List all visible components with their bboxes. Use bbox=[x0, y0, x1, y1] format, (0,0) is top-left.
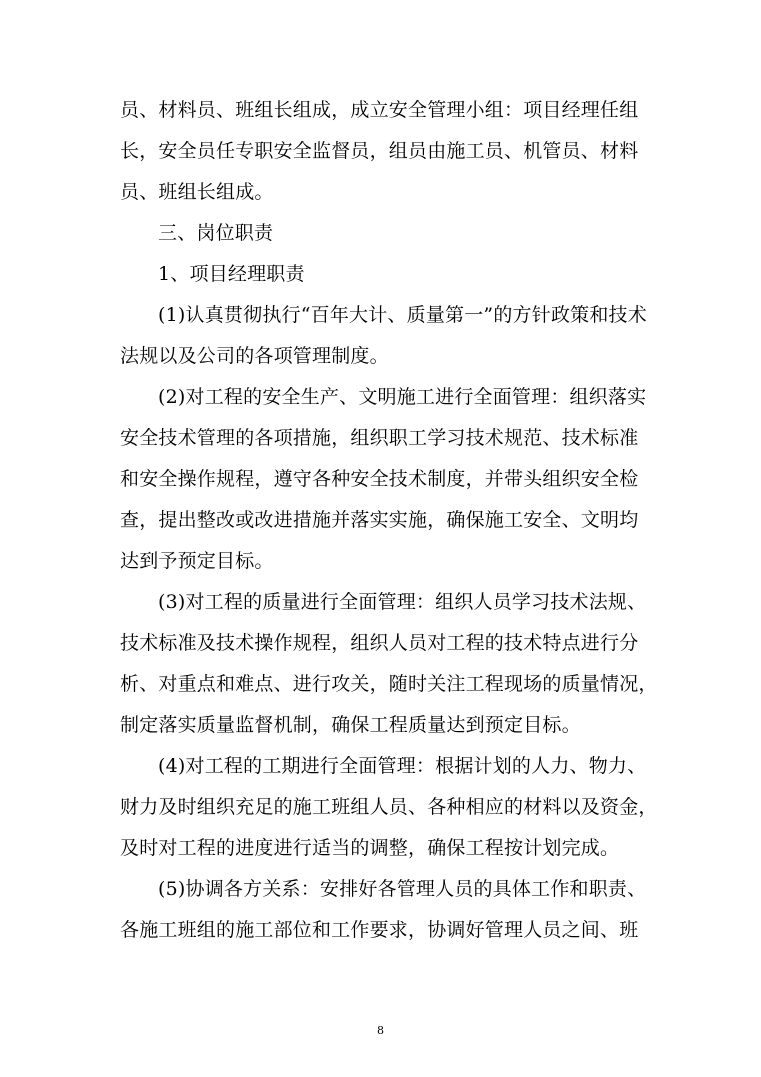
text-line: 长，安全员任专职安全监督员，组员由施工员、机管员、材料 bbox=[120, 140, 639, 162]
text-line: 财力及时组织充足的施工班组人员、各种相应的材料以及资金， bbox=[120, 796, 658, 818]
document-body bbox=[120, 90, 658, 951]
text-line: 技术标准及技术操作规程，组织人员对工程的技术特点进行分 bbox=[120, 632, 639, 654]
section-heading-text: 三、岗位职责 bbox=[158, 222, 274, 244]
subsection-heading-text: 1、项目经理职责 bbox=[158, 263, 305, 285]
text-line: (1)认真贯彻执行“百年大计、质量第一”的方针政策和技术 bbox=[158, 304, 647, 326]
text-line: 安全技术管理的各项措施，组织职工学习技术规范、技术标准 bbox=[120, 427, 639, 449]
text-line: 查，提出整改或改进措施并落实实施，确保施工安全、文明均 bbox=[120, 509, 639, 531]
text-line: 员、班组长组成。 bbox=[120, 181, 274, 203]
text-line: 员、材料员、班组长组成，成立安全管理小组：项目经理任组 bbox=[120, 99, 639, 121]
text-line: (5)协调各方关系：安排好各管理人员的具体工作和职责、 bbox=[158, 878, 647, 900]
text-line: (2)对工程的安全生产、文明施工进行全面管理：组织落实 bbox=[158, 386, 647, 408]
text-line: 及时对工程的进度进行适当的调整，确保工程按计划完成。 bbox=[120, 837, 620, 859]
paragraph-item-5 bbox=[120, 869, 647, 951]
text-line: 析、对重点和难点、进行攻关，随时关注工程现场的质量情况， bbox=[120, 673, 658, 695]
paragraph-item-3 bbox=[120, 582, 658, 746]
page-number: 8 bbox=[377, 1024, 384, 1037]
section-heading bbox=[120, 213, 640, 254]
text-line: 法规以及公司的各项管理制度。 bbox=[120, 345, 389, 367]
text-line: 和安全操作规程，遵守各种安全技术制度，并带头组织安全检 bbox=[120, 468, 639, 490]
text-line: (4)对工程的工期进行全面管理：根据计划的人力、物力、 bbox=[158, 755, 647, 777]
paragraph-item-4 bbox=[120, 746, 658, 869]
text-line: 制定落实质量监督机制，确保工程质量达到预定目标。 bbox=[120, 714, 581, 736]
subsection-heading bbox=[120, 254, 640, 295]
paragraph-item-2 bbox=[120, 377, 647, 582]
text-line: 达到予预定目标。 bbox=[120, 550, 274, 572]
paragraph-intro bbox=[120, 90, 640, 213]
text-line: (3)对工程的质量进行全面管理：组织人员学习技术法规、 bbox=[158, 591, 647, 613]
text-line: 各施工班组的施工部位和工作要求，协调好管理人员之间、班 bbox=[120, 919, 639, 941]
paragraph-item-1 bbox=[120, 295, 647, 377]
